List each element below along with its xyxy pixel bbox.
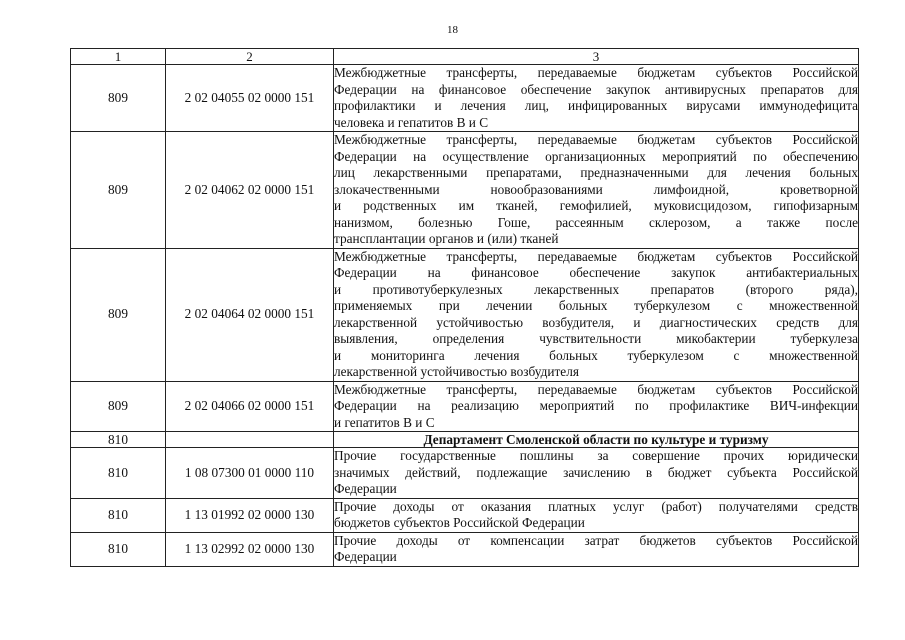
table-row xyxy=(71,498,859,532)
description-line: человека и гепатитов B и C xyxy=(334,114,489,130)
description-line: Федерации xyxy=(334,481,397,496)
department-row xyxy=(71,432,859,448)
description-line: и родственных им тканей, гемофилией, муковисцидозом, гипофизарным xyxy=(334,198,858,213)
description-cell xyxy=(334,132,859,249)
table-row xyxy=(71,381,859,432)
department-title-cell: Департамент Смоленской области по культуре и туризму xyxy=(334,432,859,448)
description-cell xyxy=(334,65,859,132)
admin-code-cell: 809 xyxy=(71,248,166,381)
description-line: и противотуберкулезных лекарственных препаратов (второго ряда), xyxy=(334,281,858,297)
description-line: Прочие доходы от компенсации затрат бюджетов субъектов Российской xyxy=(334,532,858,548)
revenue-code-cell: 2 02 04066 02 0000 151 xyxy=(166,381,334,432)
admin-code-cell: 809 xyxy=(71,132,166,249)
description-cell xyxy=(334,532,859,566)
description-line: профилактики и лечения лиц, инфицированных вирусами иммунодефицита xyxy=(334,98,858,113)
description-cell xyxy=(334,498,859,532)
revenue-code-cell: 2 02 04055 02 0000 151 xyxy=(166,65,334,132)
revenue-code-cell: 1 08 07300 01 0000 110 xyxy=(166,448,334,499)
page-number: 18 xyxy=(447,24,458,36)
description-cell xyxy=(334,248,859,381)
description-cell xyxy=(334,381,859,432)
admin-code-cell: 809 xyxy=(71,381,166,432)
description-line: нанизмом, болезнью Гоше, рассеянным склерозом, а также после xyxy=(334,214,858,230)
admin-code-cell: 810 xyxy=(71,498,166,532)
description-line: Федерации на финансовое обеспечение закупок антибактериальных xyxy=(334,265,858,280)
description-line: значимых действий, подлежащие зачислению в бюджет субъекта Российской xyxy=(334,464,858,480)
description-line: Межбюджетные трансферты, передаваемые бюджетам субъектов Российской xyxy=(334,381,858,397)
description-line: трансплантации органов и (или) тканей xyxy=(334,231,559,246)
table-row xyxy=(71,65,859,132)
table-row xyxy=(71,248,859,381)
header-col-2: 2 xyxy=(166,49,334,65)
description-line: Прочие государственные пошлины за совершение прочих юридически xyxy=(334,448,858,463)
description-line: выявления, определения чувствительности микобактерии туберкулеза xyxy=(334,331,858,346)
description-line: бюджетов субъектов Российской Федерации xyxy=(334,515,585,530)
description-line: лиц лекарственными препаратами, предназначенными для лечения больных xyxy=(334,165,858,180)
description-line: и гепатитов B и C xyxy=(334,414,435,430)
description-line: злокачественными новообразованиями лимфоидной, кроветворной xyxy=(334,181,858,197)
revenue-code-cell: 2 02 04064 02 0000 151 xyxy=(166,248,334,381)
admin-code-cell: 810 xyxy=(71,448,166,499)
revenue-code-cell: 2 02 04062 02 0000 151 xyxy=(166,132,334,249)
budget-revenue-table xyxy=(70,48,859,567)
revenue-code-cell: 1 13 02992 02 0000 130 xyxy=(166,532,334,566)
description-line: Федерации на реализацию мероприятий по профилактике ВИЧ-инфекции xyxy=(334,398,858,413)
revenue-code-cell: 1 13 01992 02 0000 130 xyxy=(166,498,334,532)
description-line: Межбюджетные трансферты, передаваемые бюджетам субъектов Российской xyxy=(334,65,858,80)
description-line: Федерации на финансовое обеспечение закупок антивирусных препаратов для xyxy=(334,81,858,97)
revenue-code-cell xyxy=(166,432,334,448)
table-header-row xyxy=(71,49,859,65)
table-body xyxy=(71,65,859,567)
description-line: Федерации xyxy=(334,549,397,564)
description-line: Прочие доходы от оказания платных услуг (работ) получателями средств xyxy=(334,498,858,514)
description-line: лекарственной устойчивостью возбудителя, и диагностических средств для xyxy=(334,314,858,330)
description-line: применяемых при лечении больных туберкулезом с множественной xyxy=(334,298,858,313)
description-line: Межбюджетные трансферты, передаваемые бюджетам субъектов Российской xyxy=(334,132,858,147)
admin-code-cell: 810 xyxy=(71,532,166,566)
table-row xyxy=(71,132,859,249)
description-line: Федерации на осуществление организационных мероприятий по обеспечению xyxy=(334,148,858,164)
admin-code-cell: 809 xyxy=(71,65,166,132)
admin-code-cell: 810 xyxy=(71,432,166,448)
header-col-3: 3 xyxy=(334,49,859,65)
table-row xyxy=(71,448,859,499)
description-cell xyxy=(334,448,859,499)
header-col-1: 1 xyxy=(71,49,166,65)
table-row xyxy=(71,532,859,566)
description-line: и мониторинга лечения больных туберкулезом с множественной xyxy=(334,347,858,363)
description-line: лекарственной устойчивостью возбудителя xyxy=(334,364,579,379)
description-line: Межбюджетные трансферты, передаваемые бюджетам субъектов Российской xyxy=(334,248,858,264)
